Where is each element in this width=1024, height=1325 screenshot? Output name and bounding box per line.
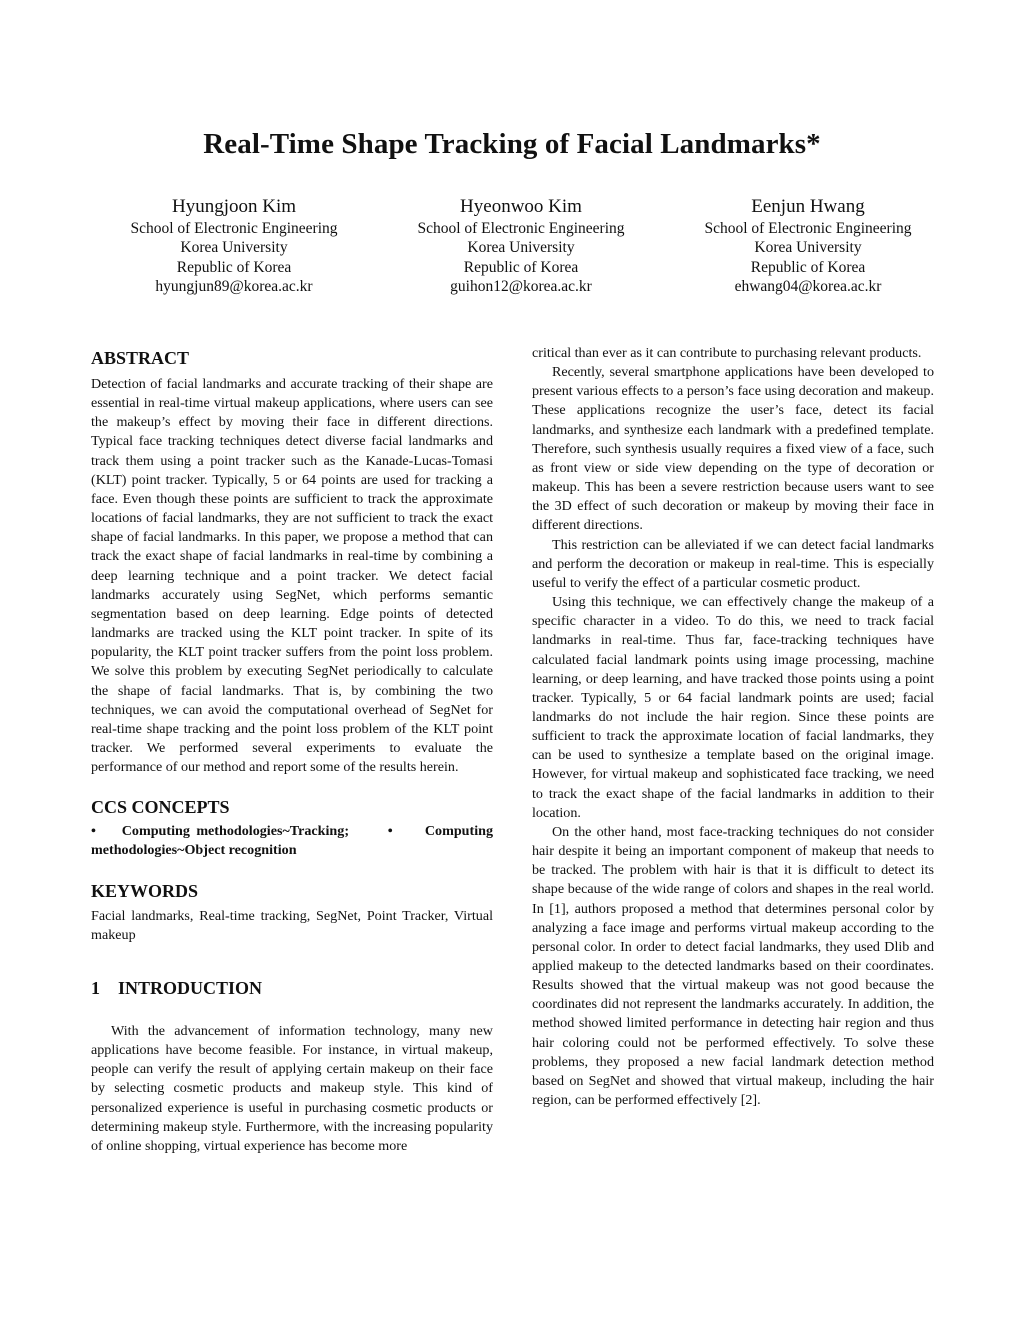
ccs-item-tracking: Computing methodologies~Tracking;: [121, 823, 350, 840]
paper-title: Real-Time Shape Tracking of Facial Landmarks*: [203, 128, 821, 160]
ccs-concepts: [91, 822, 493, 860]
right-column: [532, 344, 934, 1110]
author-country: Republic of Korea: [463, 258, 579, 276]
author-country: Republic of Korea: [750, 258, 866, 276]
author-name: Hyeonwoo Kim: [460, 196, 582, 217]
author-affiliation: School of Electronic Engineering: [130, 220, 338, 237]
intro-paragraph-2: Recently, several smartphone applications have been developed to present various effects to a person’s face using decoration and makeup. These applications recognize the user’s face, detect its facial landmarks, and synthesize each landmark with a predefined template. Therefore, such synthesis usually requires a fixed view of a face, such as front view or side view depending on the type of decoration or makeup. This has been a severe restriction because users want to see the 3D effect of such decoration or makeup by moving their face in different directions.: [532, 364, 934, 534]
ccs-bullet: •: [91, 823, 96, 840]
keywords-heading: KEYWORDS: [91, 880, 199, 901]
author-3: [658, 195, 958, 297]
ccs-heading: CCS CONCEPTS: [91, 797, 230, 818]
section-heading-introduction: [91, 976, 493, 1000]
section-title: INTRODUCTION: [118, 977, 263, 998]
abstract-text: Detection of facial landmarks and accurate tracking of their shape are essential in real-time virtual makeup applications, where users can see the makeup’s effect by moving their face in different directions. Typical face tracking techniques detect diverse facial landmarks and track them using a point tracker such as the Kanade-Lucas-Tomasi (KLT) point tracker. Typically, 5 or 64 points are used for tracking a face. Even though these points are sufficient to track the approximate locations of facial landmarks, they are not sufficient to track the exact shape of facial landmarks. In this paper, we propose a method that can track the exact shape of facial landmarks in real-time by combining a deep learning technique and a point tracker. We detect facial landmarks accurately using SegNet, which performs semantic segmentation based on deep learning. Edge points of detected landmarks are tracked using the KLT point tracker. In spite of its popularity, the KLT point tracker suffers from the point loss problem. We solve this problem by executing SegNet periodically to calculate the shape of facial landmarks. That is, by combining the two techniques, we can avoid the computational overhead of SegNet for real-time shape tracking and the point loss problem of the KLT point tracker. We performed several experiments to evaluate the performance of our method and report some of the results herein.: [91, 376, 493, 776]
left-column: [91, 346, 493, 1156]
ccs-item-object-recognition: Computing methodologies~Object recognition: [91, 823, 494, 859]
author-affiliation: School of Electronic Engineering: [704, 220, 912, 237]
section-number: 1: [91, 977, 100, 998]
author-email[interactable]: hyungjun89@korea.ac.kr: [155, 278, 313, 296]
author-email[interactable]: guihon12@korea.ac.kr: [450, 278, 592, 296]
author-country: Republic of Korea: [176, 258, 292, 276]
author-name: Hyungjoon Kim: [171, 196, 297, 217]
author-1: [84, 195, 384, 297]
author-affiliation: School of Electronic Engineering: [417, 220, 625, 237]
author-block: [0, 195, 1024, 305]
intro-paragraph-1-continued: critical than ever as it can contribute to purchasing relevant products.: [532, 345, 922, 361]
intro-paragraph-5: On the other hand, most face-tracking techniques do not consider hair despite it being an important component of makeup that needs to be tracked. The problem with hair is that it is difficult to detect its shape because of the wide range of colors and shapes in the real world. In [1], authors proposed a method that determines personal color by analyzing a face image and performs virtual makeup according to the personal color. In order to detect facial landmarks, they used Dlib and applied makeup to the detected landmarks based on their coordinates. Results showed that the virtual makeup was not good because the coordinates did not represent the landmarks accurately. In addition, the method showed limited performance in detecting hair region and thus hair coloring could not be performed effectively. To solve these problems, they proposed a new facial landmark detection method based on SegNet and showed that virtual makeup, including the hair region, can be performed effectively [2].: [532, 823, 934, 1109]
abstract-heading: ABSTRACT: [91, 348, 190, 368]
author-university: Korea University: [180, 239, 288, 257]
author-2: [371, 195, 671, 297]
intro-paragraph-3: This restriction can be alleviated if we can detect facial landmarks and perform the decoration or makeup in real-time. This is especially useful to verify the effect of a particular cosmetic product.: [532, 536, 934, 591]
intro-paragraph-1: With the advancement of information technology, many new applications have become feasible. For instance, in virtual makeup, people can verify the result of applying certain makeup on their face by selecting cosmetic products and makeup style. This kind of personalized experience is useful in purchasing cosmetic products or determining makeup style. Furthermore, with the increasing popularity of online shopping, virtual experience has become more: [91, 1022, 493, 1154]
author-university: Korea University: [467, 239, 575, 257]
keywords-text: Facial landmarks, Real-time tracking, SegNet, Point Tracker, Virtual makeup: [91, 907, 493, 943]
author-email[interactable]: ehwang04@korea.ac.kr: [734, 278, 882, 296]
intro-paragraph-4: Using this technique, we can effectively change the makeup of a specific character in a video. To do this, we need to track facial landmarks in real-time. Thus far, face-tracking techniques have calculated facial landmark points using image processing, machine learning, or deep learning, and have tracked those points using a point tracker. Typically, 5 or 64 facial landmark points are used; facial landmarks do not include the hair region. Since these points are sufficient to track the approximate location of facial landmarks, they can be used to synthesize a template based on the original image. However, for virtual makeup and sophisticated face tracking, we need to track the exact shape of the facial landmarks in addition to their location.: [532, 594, 934, 821]
ccs-bullet: •: [387, 823, 393, 840]
author-name: Eenjun Hwang: [751, 196, 865, 217]
author-university: Korea University: [754, 239, 862, 257]
